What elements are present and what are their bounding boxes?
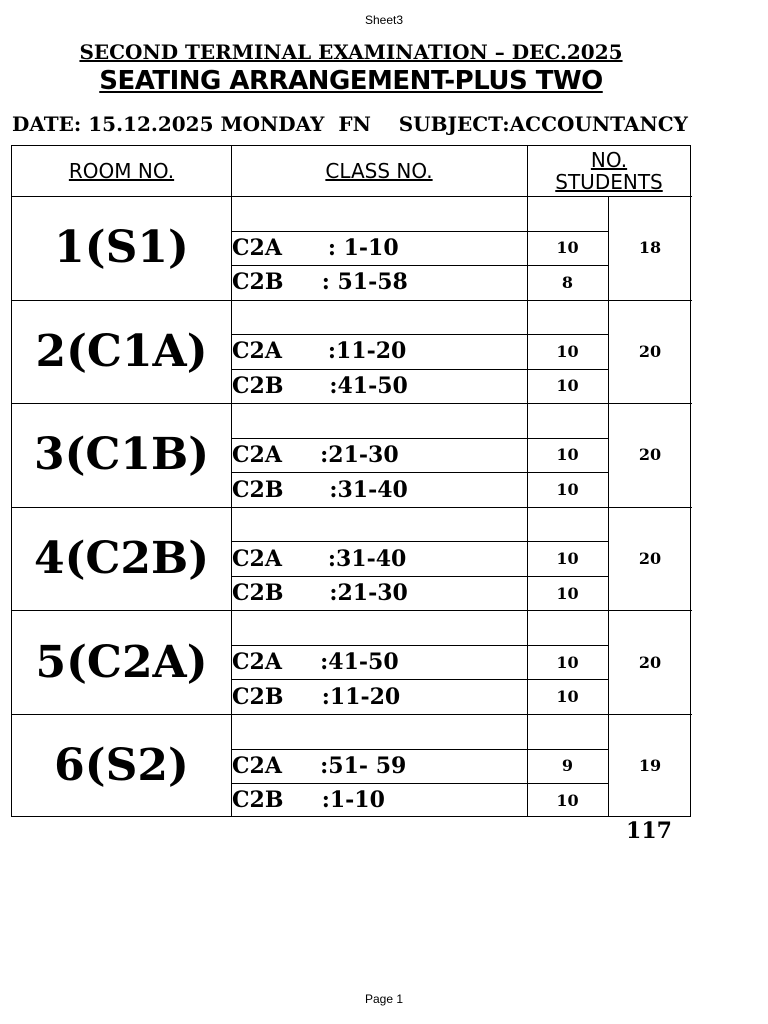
header-students-line1: NO. <box>590 148 628 172</box>
header-class-label: CLASS NO. <box>325 159 433 183</box>
class-range: C2B :1-10 <box>232 787 385 814</box>
class-range: C2A :21-30 <box>232 441 399 468</box>
class-range: C2A :51- 59 <box>232 752 407 779</box>
class-range: C2A :31-40 <box>232 545 407 572</box>
room-number: 5(C2A) <box>35 636 208 688</box>
class-count: 10 <box>556 790 579 810</box>
class-range: C2A : 1-10 <box>232 234 399 261</box>
class-range: C2A :41-50 <box>232 649 399 676</box>
room-total: 18 <box>638 238 662 258</box>
page-label: Page 1 <box>364 992 404 1006</box>
class-count: 10 <box>556 376 579 396</box>
class-range: C2B : 51-58 <box>232 269 408 296</box>
exam-title: SECOND TERMINAL EXAMINATION – DEC.2025 <box>79 40 623 64</box>
seating-table <box>11 145 691 817</box>
room-total: 20 <box>638 652 662 672</box>
room-total: 20 <box>638 549 662 569</box>
header-room-label: ROOM NO. <box>68 159 175 183</box>
class-count: 10 <box>556 238 579 258</box>
class-count: 10 <box>556 445 579 465</box>
room-number: 3(C1B) <box>33 429 210 481</box>
class-range: C2A :11-20 <box>232 338 407 365</box>
class-count: 8 <box>561 272 574 292</box>
room-total: 19 <box>638 756 662 776</box>
room-number: 2(C1A) <box>35 325 208 377</box>
class-count: 10 <box>556 687 579 707</box>
header-students-line2: STUDENTS <box>555 170 663 194</box>
header-class <box>231 146 527 196</box>
class-range: C2B :41-50 <box>232 372 408 399</box>
room-total: 20 <box>638 445 662 465</box>
grand-total: 117 <box>626 818 672 844</box>
date-subject-line: DATE: 15.12.2025 MONDAY FN SUBJECT:ACCOUNTANCY <box>12 112 688 136</box>
class-range: C2B :21-30 <box>232 580 408 607</box>
class-range: C2B :31-40 <box>232 476 408 503</box>
room-number: 4(C2B) <box>33 533 210 585</box>
class-count: 10 <box>556 341 579 361</box>
sheet-label: Sheet3 <box>364 13 404 27</box>
class-count: 9 <box>561 756 574 776</box>
arrangement-title: SEATING ARRANGEMENT-PLUS TWO <box>99 66 603 96</box>
header-room <box>12 146 231 196</box>
class-range: C2B :11-20 <box>232 683 401 710</box>
class-count: 10 <box>556 549 579 569</box>
class-count: 10 <box>556 480 579 500</box>
room-number: 6(S2) <box>54 740 189 792</box>
room-number: 1(S1) <box>54 222 189 274</box>
class-count: 10 <box>556 583 579 603</box>
class-count: 10 <box>556 652 579 672</box>
room-total: 20 <box>638 341 662 361</box>
header-students <box>527 146 691 196</box>
